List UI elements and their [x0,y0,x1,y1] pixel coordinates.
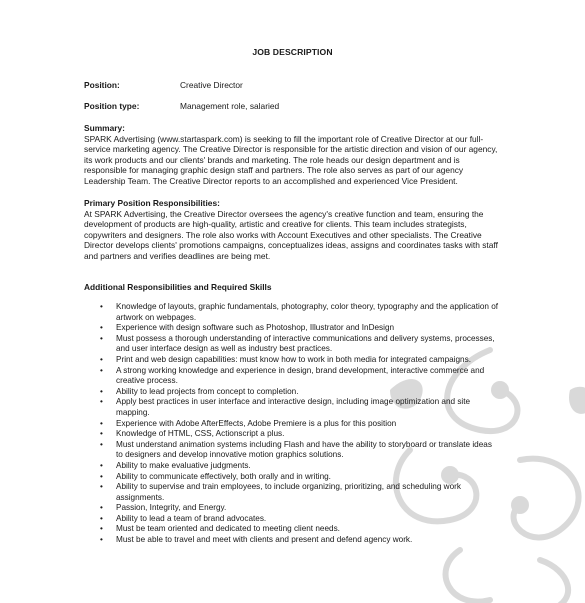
list-item [100,366,500,387]
list-item [100,334,500,355]
bullet-icon: • [100,333,103,343]
list-item [100,429,500,440]
list-item-text: Knowledge of layouts, graphic fundamentals, photography, color theory, typography and the application of artwork on webpages. [116,302,499,322]
list-item-text: Must understand animation systems including Flash and have the ability to storyboard or translate ideas to designers and develop innovative motion graphics solutions. [116,439,492,460]
list-item-text: Ability to make evaluative judgments. [116,460,251,470]
bullet-icon: • [100,302,103,311]
bullet-icon: • [100,439,103,449]
list-item-text: Must be team oriented and dedicated to meeting client needs. [116,524,340,534]
position-type-label: Position type: [84,101,140,111]
list-item-text: Ability to lead projects from concept to completion. [116,386,299,396]
page-title: JOB DESCRIPTION [252,47,333,57]
list-item-text: Experience with design software such as Photoshop, Illustrator and InDesign [116,323,395,333]
bullet-icon: • [100,323,103,333]
list-item [100,397,500,418]
summary-text: SPARK Advertising (www.startaspark.com) is seeking to fill the important role of Creative Director at our full-service marketing agency. The Creative Director is responsible for the artistic direction and vision of our agency, its work products and our clients' brands and marketing. The role heads our design department and is responsible for managing graphic design staff and partners. The role also serves as part of our agency Leadership Team. The Creative Director reports to an accomplished and experienced Vice President. [84,133,498,186]
list-item-text: Passion, Integrity, and Energy. [116,503,227,513]
list-item-text: Print and web design capabilities: must know how to work in both media for integrated campaigns. [116,354,471,364]
list-item [100,387,500,398]
summary-section [84,123,504,187]
list-item-text: Must be able to travel and meet with clients and present and defend agency work. [116,535,413,545]
bullet-icon: • [100,397,103,407]
bullet-icon: • [100,524,103,534]
summary-heading: Summary: [84,123,125,133]
list-item [100,482,500,503]
responsibilities-text: At SPARK Advertising, the Creative Director oversees the agency's creative function and team, ensuring the development of products are high-quality, artistic and creative for clients. This team includes strategists, copywriters and designers. The role also works with Account Executives and other specialists. The Creative Director develops clients' promotions campaigns, conceptualizes ideas, assigns and coordinates tasks with staff and partners and verifies deadlines are being met. [84,208,498,261]
list-item [100,419,500,430]
bullet-icon: • [100,418,103,428]
position-label: Position: [84,80,120,90]
list-item-text: Ability to supervise and train employees, to include organizing, prioritizing, and scheduling work assignments. [116,482,461,502]
skills-heading: Additional Responsibilities and Required Skills [84,282,272,292]
skills-list [100,302,500,546]
list-item [100,535,500,546]
list-item [100,514,500,525]
list-item [100,355,500,366]
list-item [100,461,500,472]
bullet-icon: • [100,513,103,523]
list-item-text: Ability to lead a team of brand advocates. [116,513,267,523]
list-item-text: Must possess a thorough understanding of interactive communications and delivery systems, processes, and user interface design as well as industry best practices. [116,333,495,354]
list-item [100,302,500,323]
bullet-icon: • [100,460,103,470]
list-item-text: A strong working knowledge and experience in design, brand development, interactive commerce and creative process. [116,365,485,386]
bullet-icon: • [100,354,103,364]
position-value: Creative Director [180,80,243,90]
bullet-icon: • [100,503,103,513]
bullet-icon: • [100,429,103,439]
list-item-text: Apply best practices in user interface and interactive design, including image optimization and site mapping. [116,397,471,417]
responsibilities-section [84,198,504,262]
responsibilities-heading: Primary Position Responsibilities: [84,198,220,208]
bullet-icon: • [100,535,103,545]
list-item [100,503,500,514]
list-item [100,524,500,535]
bullet-icon: • [100,471,103,481]
list-item [100,440,500,461]
list-item-text: Experience with Adobe AfterEffects, Adobe Premiere is a plus for this position [116,418,397,428]
bullet-icon: • [100,365,103,375]
list-item-text: Knowledge of HTML, CSS, Actionscript a plus. [116,429,285,439]
bullet-icon: • [100,386,103,396]
list-item [100,323,500,334]
list-item-text: Ability to communicate effectively, both orally and in writing. [116,471,331,481]
bullet-icon: • [100,482,103,492]
position-type-value: Management role, salaried [180,101,280,111]
list-item [100,472,500,483]
